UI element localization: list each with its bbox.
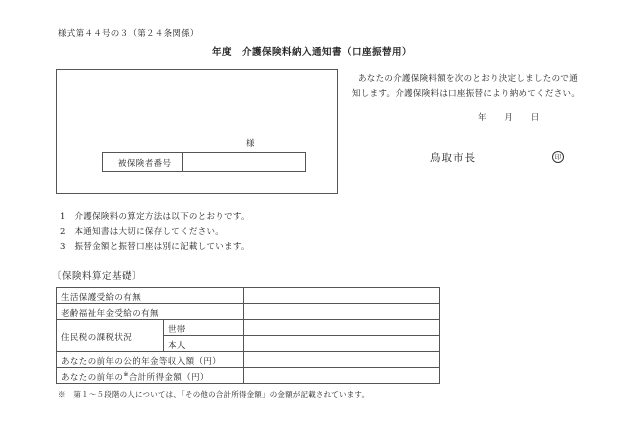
message-line-1: あなたの介護保険料額を次のとおり決定しましたので通 <box>358 74 579 84</box>
self-label: 本人 <box>168 341 186 351</box>
pension-income-value-cell <box>243 351 440 368</box>
total-income-prefix: あなたの前年の <box>61 373 124 383</box>
issuer-name: 鳥取市長 <box>430 152 476 164</box>
issue-date: 年 月 日 <box>478 113 540 123</box>
note-1: 1 介護保険料の算定方法は以下のとおりです。 <box>60 212 250 222</box>
total-income-mark: ※ <box>123 371 129 379</box>
welfare-label: 生活保護受給の有無 <box>61 293 142 303</box>
pension-income-label-cell <box>56 351 244 368</box>
honorific-sama: 様 <box>246 139 255 149</box>
footnote: ※ 第１～５段階の人については、「その他の合計所得金額」の金額が記載されています。 <box>58 390 370 399</box>
form-number: 様式第４４号の３（第２４条関係） <box>58 29 199 39</box>
total-income-suffix: 合計所得金額（円） <box>128 373 209 383</box>
total-income-label <box>61 371 209 383</box>
welfare-value-cell <box>243 287 440 304</box>
pension-label-cell <box>56 303 244 320</box>
insured-number-label-cell <box>102 152 183 172</box>
document-title: 年度 介護保険料納入通知書（口座振替用） <box>212 47 413 58</box>
household-label-cell <box>163 319 244 336</box>
tax-status-label-cell <box>56 319 164 352</box>
self-label-cell <box>163 335 244 352</box>
pension-label: 老齢福祉年金受給の有無 <box>61 309 159 319</box>
insured-number-label: 被保険者番号 <box>118 159 172 169</box>
note-3: 3 振替金額と振替口座は別に記載しています。 <box>60 242 250 252</box>
self-value-cell <box>243 335 440 352</box>
basis-heading: 〔保険料算定基礎〕 <box>52 271 143 282</box>
seal-mark: 印 <box>552 151 564 163</box>
household-value-cell <box>243 319 440 336</box>
tax-status-label: 住民税の課税状況 <box>61 333 133 343</box>
message-line-2: 知します。介護保険料は口座振替により納めてください。 <box>352 89 581 99</box>
total-income-label-cell <box>56 367 244 384</box>
welfare-label-cell <box>56 287 244 304</box>
household-label: 世帯 <box>168 325 186 335</box>
pension-value-cell <box>243 303 440 320</box>
note-2: 2 本通知書は大切に保存してください。 <box>60 227 225 237</box>
total-income-value-cell <box>243 367 440 384</box>
insured-number-value-cell <box>182 152 306 172</box>
pension-income-label: あなたの前年の公的年金等収入額（円） <box>61 357 222 367</box>
address-box <box>56 69 338 194</box>
